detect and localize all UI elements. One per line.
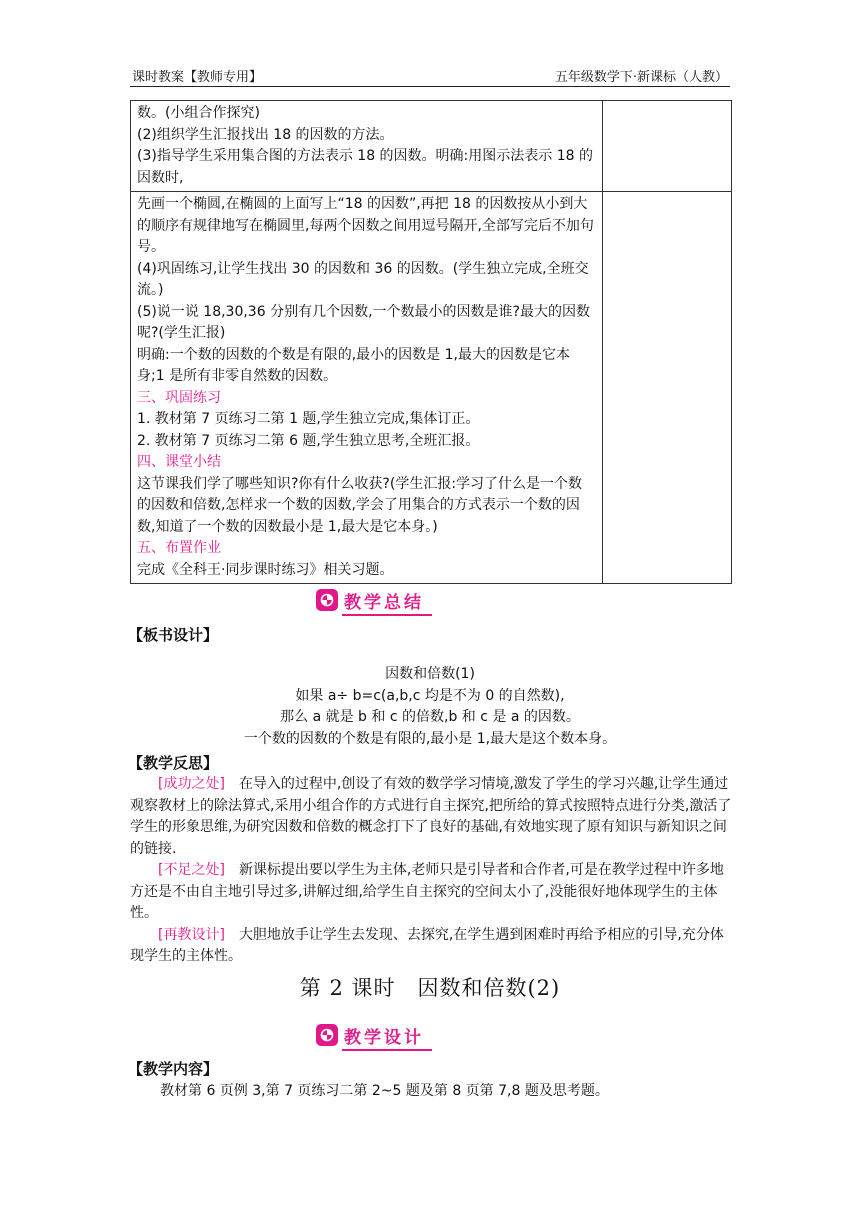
- banner-text: 教学总结: [344, 592, 424, 613]
- board-design-title: 【板书设计】: [128, 626, 219, 644]
- paragraph: 先画一个椭圆,在椭圆的上面写上“18 的因数”,再把 18 的因数按从小到大的顺序有规律地写在椭圆里,每两个因数之间用逗号隔开,全部写完后不加句号。: [137, 196, 594, 255]
- paragraph: (2)组织学生汇报找出 18 的因数的方法。: [137, 126, 394, 143]
- reflection-paragraph: [130, 774, 732, 860]
- banner-design: [316, 1022, 424, 1048]
- reflection-paragraph: [130, 925, 732, 968]
- banner-underline: [342, 1049, 432, 1051]
- table-cell-side: [603, 101, 732, 192]
- reflection-tag: [不足之处]: [158, 862, 225, 878]
- content-text: 教材第 6 页例 3,第 7 页练习二第 2~5 题及第 8 页第 7,8 题及思考题。: [160, 1083, 609, 1099]
- lesson-table: [130, 100, 732, 584]
- swirl-logo-icon: [316, 1024, 338, 1046]
- paragraph: (3)指导学生采用集合图的方法表示 18 的因数。明确:用图示法表示 18 的因数时,: [137, 148, 593, 186]
- page-header: [130, 64, 730, 87]
- lesson-title: 第 2 课时 因数和倍数(2): [299, 976, 561, 1000]
- banner-underline: [342, 614, 432, 616]
- content-title: 【教学内容】: [128, 1060, 219, 1078]
- reflection: [130, 774, 732, 968]
- header-left: 课时教案【教师专用】: [132, 70, 263, 85]
- reflection-title: 【教学反思】: [128, 754, 219, 772]
- board-line: 因数和倍数(1): [385, 666, 475, 682]
- swirl-logo-icon: [316, 589, 338, 611]
- reflection-tag: [成功之处]: [158, 776, 225, 792]
- board-design: [130, 664, 730, 750]
- table-cell-side: [603, 192, 732, 584]
- board-line: 那么 a 就是 b 和 c 的倍数,b 和 c 是 a 的因数。: [280, 709, 580, 725]
- banner-summary: [316, 587, 424, 613]
- paragraph: 数。(小组合作探究): [137, 105, 260, 121]
- reflection-text: 在导入的过程中,创设了有效的数学学习情境,激发了学生的学习兴趣,让学生通过观察教材上的除法算式,采用小组合作的方式进行自主探究,把所给的算式按照特点进行分类,激活了学生的形象思维,为研究因数和倍数的概念打下了良好的基础,有效地实现了原有知识与新知识之间的链接.: [130, 776, 732, 857]
- table-row: [131, 101, 732, 192]
- table-cell-main: [131, 101, 603, 192]
- section-heading: 四、课堂小结: [137, 454, 221, 470]
- reflection-paragraph: [130, 860, 732, 925]
- paragraph: 2. 教材第 7 页练习二第 6 题,学生独立思考,全班汇报。: [137, 432, 480, 449]
- board-line: 一个数的因数的个数是有限的,最小是 1,最大是这个数本身。: [243, 730, 617, 747]
- board-line: 如果 a÷ b=c(a,b,c 均是不为 0 的自然数),: [295, 687, 565, 704]
- paragraph: 完成《全科王·同步课时练习》相关习题。: [137, 561, 394, 578]
- paragraph: 明确:一个数的因数的个数是有限的,最小的因数是 1,最大的因数是它本身;1 是所有非零自然数的因数。: [137, 346, 570, 384]
- header-right: 五年级数学下·新课标（人教）: [554, 70, 728, 85]
- reflection-tag: [再教设计]: [158, 926, 225, 943]
- section-heading: 三、巩固练习: [137, 389, 221, 406]
- paragraph: 1. 教材第 7 页练习二第 1 题,学生独立完成,集体订正。: [137, 411, 480, 427]
- paragraph: (4)巩固练习,让学生找出 30 的因数和 36 的因数。(学生独立完成,全班交流。): [137, 260, 589, 298]
- paragraph: (5)说一说 18,30,36 分别有几个因数,一个数最小的因数是谁?最大的因数呢?(学生汇报): [137, 303, 590, 341]
- reflection-text: 大胆地放手让学生去发现、去探究,在学生遇到困难时再给予相应的引导,充分体现学生的主体性。: [130, 926, 724, 964]
- banner-text: 教学设计: [344, 1027, 424, 1048]
- reflection-text: 新课标提出要以学生为主体,老师只是引导者和合作者,可是在教学过程中许多地方还是不由自主地引导过多,讲解过细,给学生自主探究的空间太小了,没能很好地体现学生的主体性。: [130, 862, 724, 921]
- table-row: [131, 192, 732, 584]
- table-cell-main: [131, 192, 603, 584]
- section-heading: 五、布置作业: [137, 540, 221, 556]
- paragraph: 这节课我们学了哪些知识?你有什么收获?(学生汇报:学习了什么是一个数的因数和倍数,怎样求一个数的因数,学会了用集合的方式表示一个数的因数,知道了一个数的因数最小是 1,最大是它本身。): [137, 475, 583, 535]
